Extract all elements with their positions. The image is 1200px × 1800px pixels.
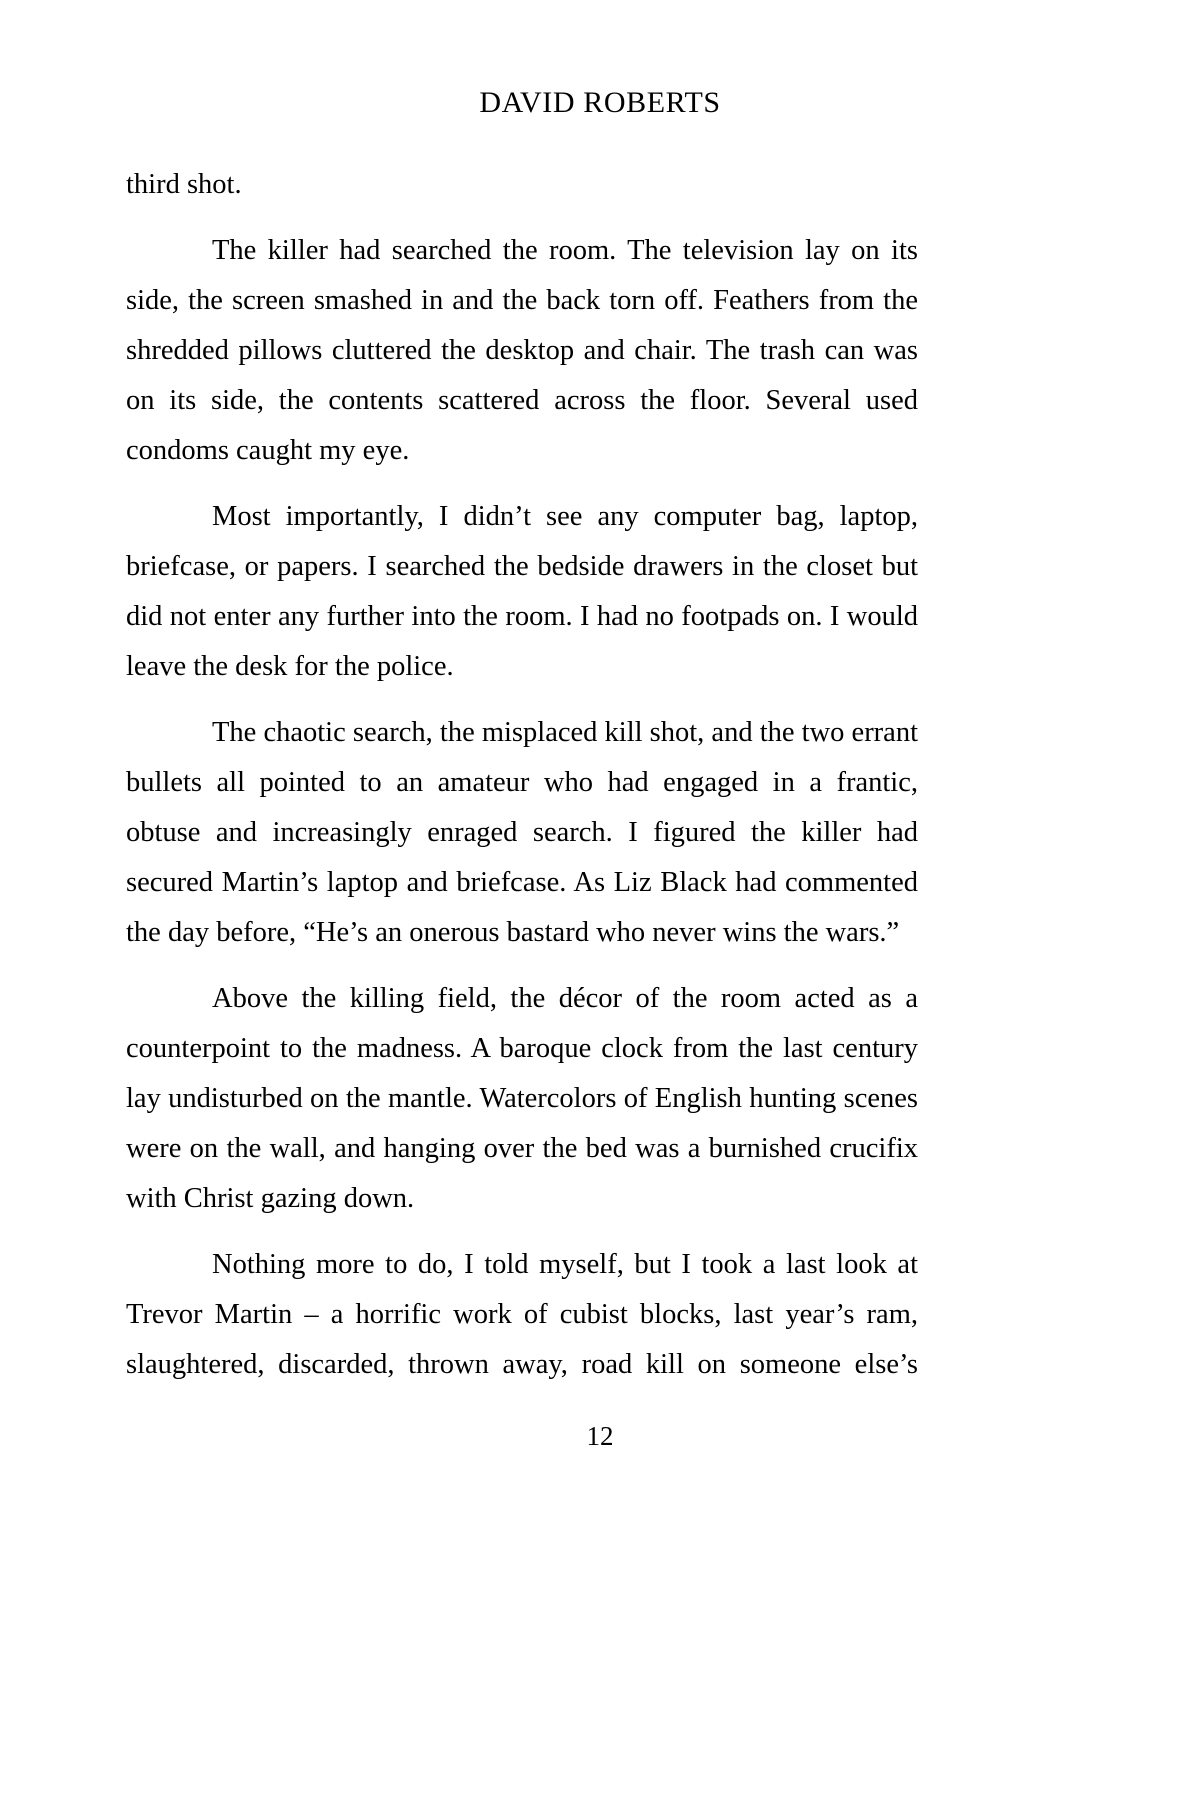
paragraph-most-importantly: Most importantly, I didn’t see any computer bag, laptop, briefcase, or papers. I searched the bedside drawers in the closet but did not enter any further into the room. I had no footpads on. I would leave the desk for the police. [126, 501, 918, 682]
paragraph-continued: third shot. [126, 169, 242, 200]
paragraph-chaotic-search: The chaotic search, the misplaced kill shot, and the two errant bullets all pointed to an amateur who had engaged in a frantic, obtuse and increasingly enraged search. I figured the killer had secured Martin’s laptop and briefcase. As Liz Black had commented the day before, “He’s an onerous bastard who never wins the wars.” [126, 717, 918, 948]
body-text-block [126, 160, 918, 1440]
paragraph-above-killing-field: Above the killing field, the décor of the room acted as a counterpoint to the madness. A baroque clock from the last century lay undisturbed on the mantle. Watercolors of English hunting scenes were on the wall, and hanging over the bed was a burnished crucifix with Christ gazing down. [126, 983, 918, 1214]
paragraph-killer-searched: The killer had searched the room. The television lay on its side, the screen smashed in and the back torn off. Feathers from the shredded pillows cluttered the desktop and chair. The trash can was on its side, the contents scattered across the floor. Several used condoms caught my eye. [126, 235, 918, 466]
paragraph-nothing-more: Nothing more to do, I told myself, but I took a last look at Trevor Martin – a horrific work of cubist blocks, last year’s ram, slaughtered, discarded, thrown away, road kill on someone else’s [126, 1249, 918, 1380]
running-head: DAVID ROBERTS [479, 86, 721, 119]
page-number: 12 [586, 1421, 614, 1451]
